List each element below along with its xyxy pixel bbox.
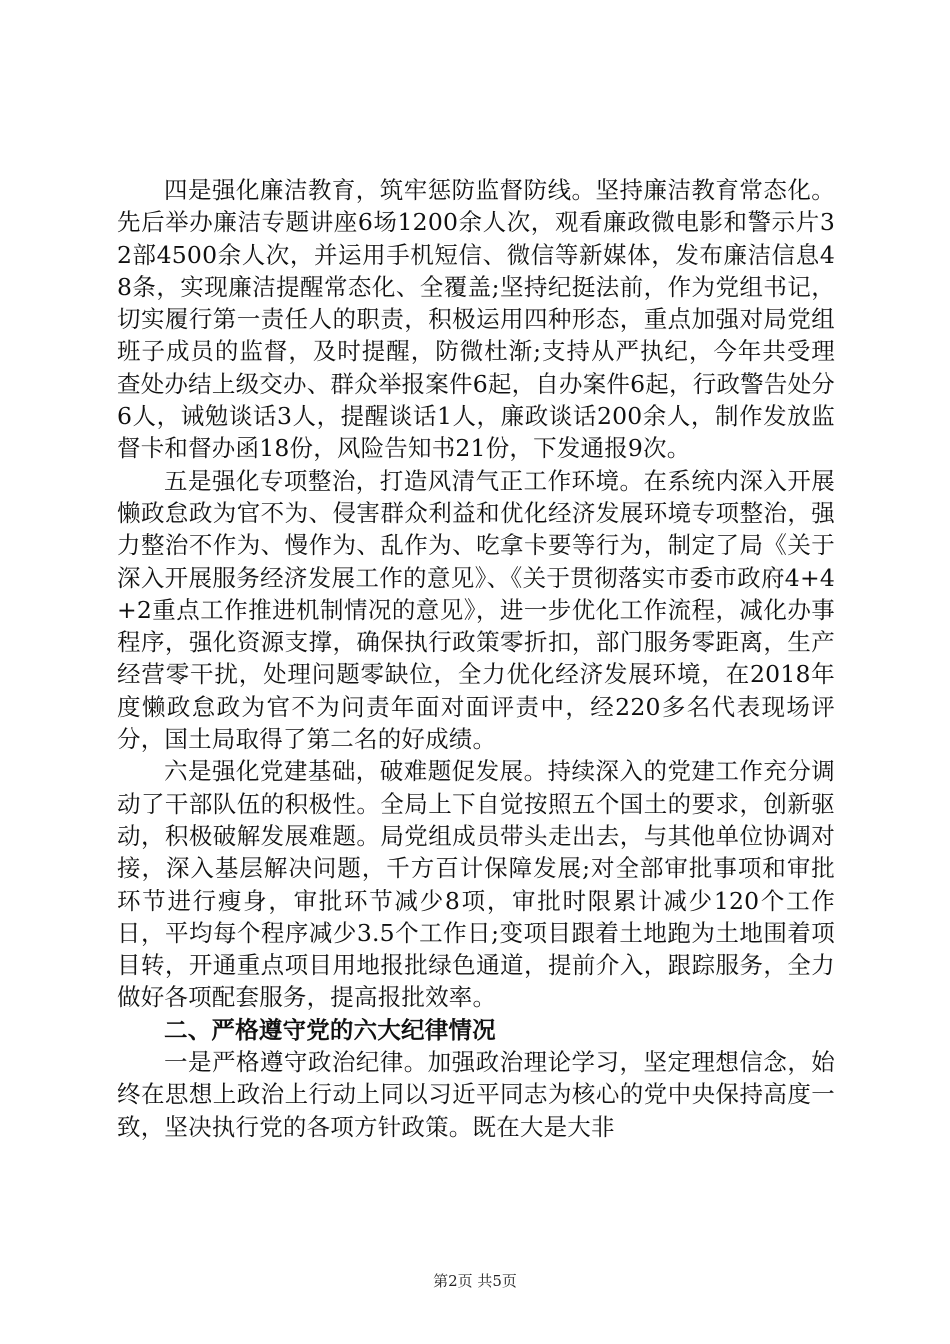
paragraph-integrity-education: 四是强化廉洁教育，筑牢惩防监督防线。坚持廉洁教育常态化。先后举办廉洁专题讲座6场1200余人次，观看廉政微电影和警示片32部4500余人次，并运用手机短信、微信等新媒体，发布廉洁信息48条，实现廉洁提醒常态化、全覆盖;坚持纪挺法前，作为党组书记，切实履行第一责任人的职责，积极运用四种形态，重点加强对局党组班子成员的监督，及时提醒，防微杜渐;支持从严执纪，今年共受理查处办结上级交办、群众举报案件6起，自办案件6起，行政警告处分6人，诫勉谈话3人，提醒谈话1人，廉政谈话200余人，制作发放监督卡和督办函18份，风险告知书21份，下发通报9次。 xyxy=(117,176,835,463)
paragraph-special-rectification: 五是强化专项整治，打造风清气正工作环境。在系统内深入开展懒政怠政为官不为、侵害群众利益和优化经济发展环境专项整治，强力整治不作为、慢作为、乱作为、吃拿卡要等行为，制定了局《关于深入开展服务经济发展工作的意见》、《关于贯彻落实市委市政府4+4+2重点工作推进机制情况的意见》，进一步优化工作流程，减化办事程序，强化资源支撑，确保执行政策零折扣，部门服务零距离，生产经营零干扰，处理问题零缺位，全力优化经济发展环境，在2018年度懒政怠政为官不为问责年面对面评责中，经220多名代表现场评分，国土局取得了第二名的好成绩。 xyxy=(117,466,835,754)
paragraph-party-building: 六是强化党建基础，破难题促发展。持续深入的党建工作充分调动了干部队伍的积极性。全局上下自觉按照五个国土的要求，创新驱动，积极破解发展难题。局党组成员带头走出去，与其他单位协调对接，深入基层解决问题，千方百计保障发展;对全部审批事项和审批环节进行瘦身，审批环节减少8项，审批时限累计减少120个工作日，平均每个程序减少3.5个工作日;变项目跟着土地跑为土地围着项目转，开通重点项目用地报批绿色通道，提前介入，跟踪服务，全力做好各项配套服务，提高报批效率。 xyxy=(117,757,835,1012)
section-heading: 二、严格遵守党的六大纪律情况 xyxy=(164,1015,496,1044)
page-number-footer: 第2页 共5页 xyxy=(433,1272,517,1290)
paragraph-political-discipline: 一是严格遵守政治纪律。加强政治理论学习，坚定理想信念，始终在思想上政治上行动上同以习近平同志为核心的党中央保持高度一致，坚决执行党的各项方针政策。既在大是大非 xyxy=(117,1048,835,1141)
document-body xyxy=(117,174,835,1143)
